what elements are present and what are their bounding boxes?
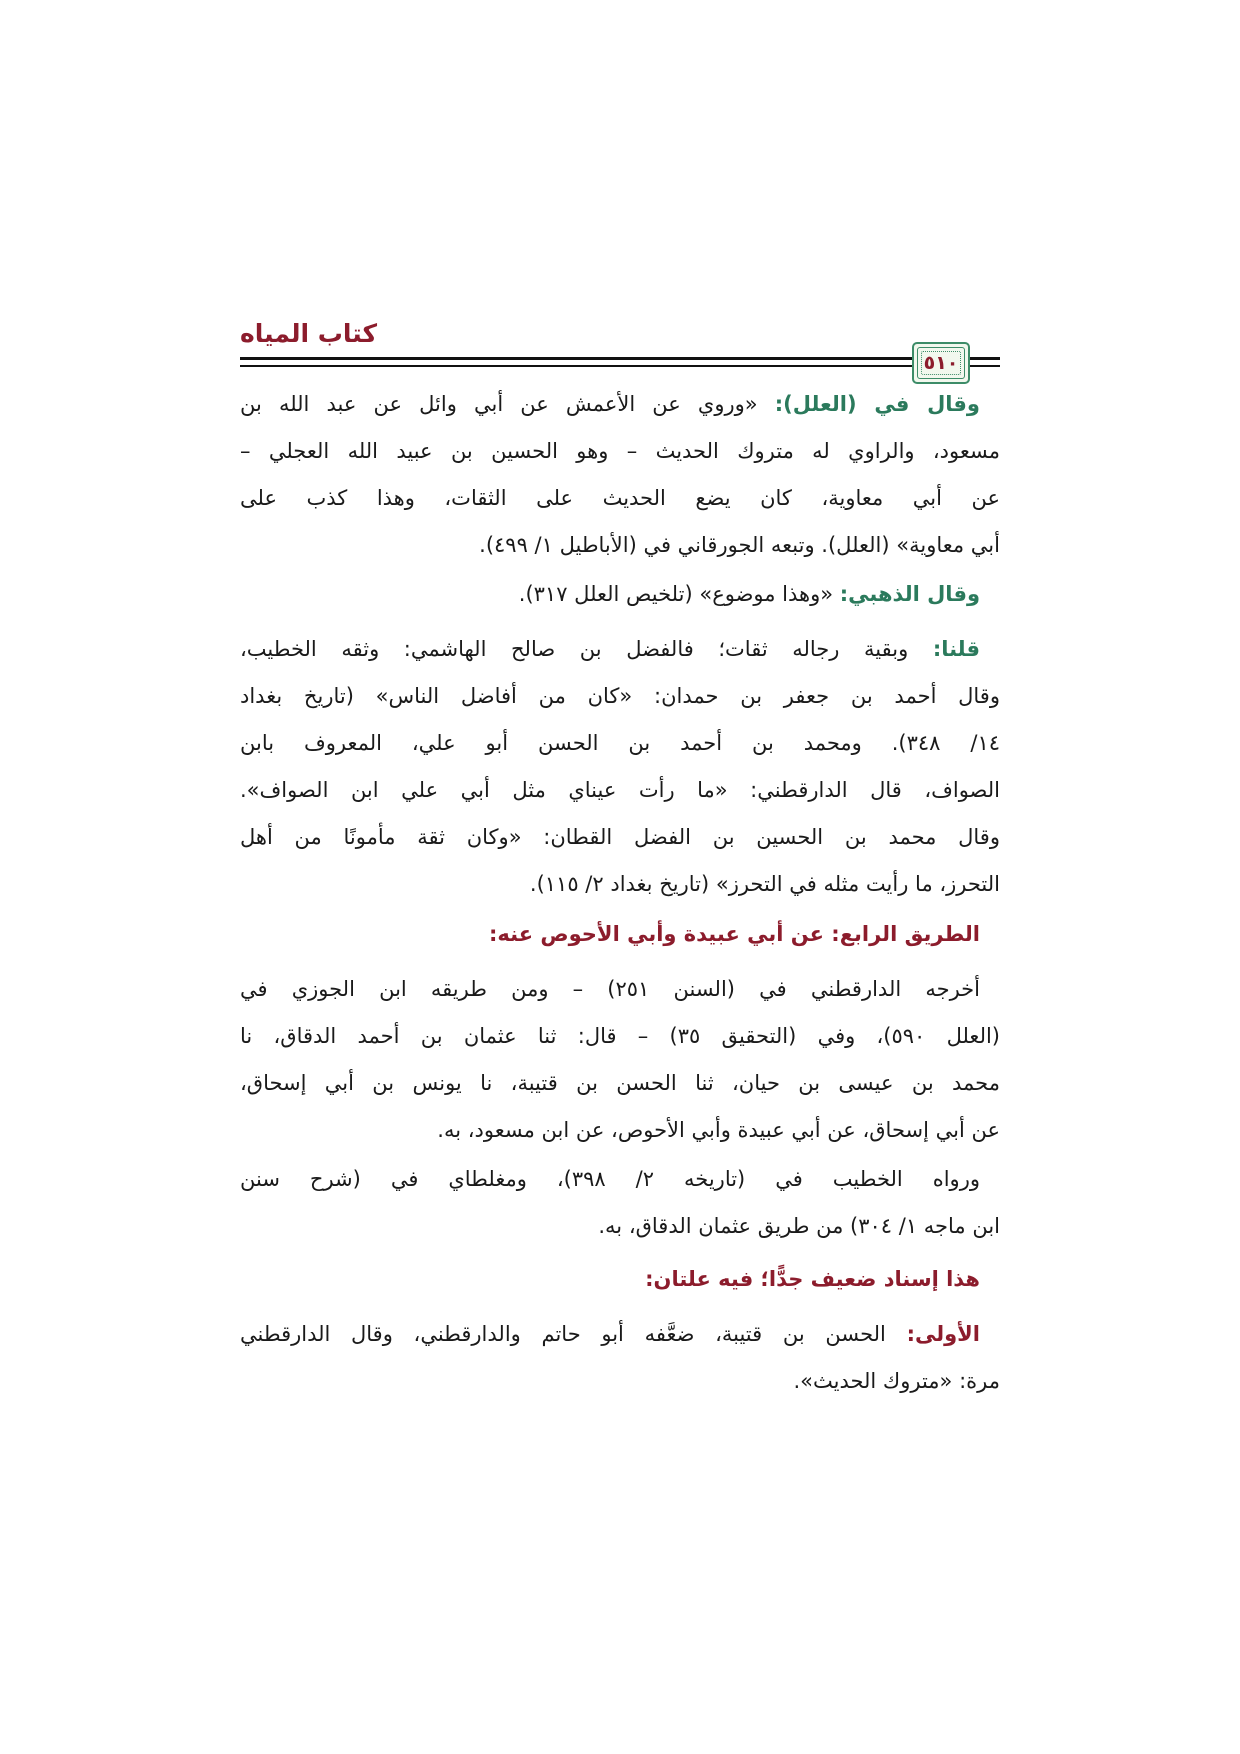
text-line bbox=[240, 428, 1000, 475]
line-text: محمد بن عيسى بن حيان، ثنا الحسن بن قتيبة، نا يونس بن أبي إسحاق، bbox=[240, 1071, 1000, 1095]
text-line bbox=[240, 571, 1000, 618]
text-line bbox=[240, 1311, 1000, 1358]
paragraph bbox=[240, 1311, 1000, 1405]
section-heading: هذا إسناد ضعيف جدًّا؛ فيه علتان: bbox=[645, 1267, 980, 1291]
paragraph-label: وقال الذهبي: bbox=[839, 582, 980, 606]
line-text: مرة: «متروك الحديث». bbox=[793, 1369, 1000, 1393]
line-text: وبقية رجاله ثقات؛ فالفضل بن صالح الهاشمي: وثقه الخطيب، bbox=[240, 637, 933, 661]
line-text: مسعود، والراوي له متروك الحديث – وهو الحسين بن عبيد الله العجلي – bbox=[240, 439, 1000, 463]
section-heading: الطريق الرابع: عن أبي عبيدة وأبي الأحوص عنه: bbox=[489, 922, 980, 946]
line-text: عن أبي معاوية، كان يضع الحديث على الثقات، وهذا كذب على bbox=[240, 486, 1000, 510]
paragraph-label: وقال في (العلل): bbox=[774, 392, 980, 416]
line-text: الحسن بن قتيبة، ضعَّفه أبو حاتم والدارقطني، وقال الدارقطني bbox=[240, 1322, 907, 1346]
line-text: وقال أحمد بن جعفر بن حمدان: «كان من أفاضل الناس» (تاريخ بغداد bbox=[240, 684, 1000, 708]
text-line bbox=[240, 1060, 1000, 1107]
text-line bbox=[240, 720, 1000, 767]
line-text: أبي معاوية» (العلل). وتبعه الجورقاني في (الأباطيل ١/ ٤٩٩). bbox=[479, 533, 1000, 557]
line-text: (العلل ٥٩٠)، وفي (التحقيق ٣٥) – قال: ثنا عثمان بن أحمد الدقاق، نا bbox=[240, 1024, 1000, 1048]
paragraph bbox=[240, 626, 1000, 908]
paragraph-label: قلنا: bbox=[932, 637, 980, 661]
text-line bbox=[240, 1107, 1000, 1154]
page-number: ٥١٠ bbox=[923, 352, 959, 374]
text-line bbox=[240, 475, 1000, 522]
line-text: «وهذا موضوع» (تلخيص العلل ٣١٧). bbox=[518, 582, 840, 606]
line-text: ورواه الخطيب في (تاريخه ٢/ ٣٩٨)، ومغلطاي في (شرح سنن bbox=[240, 1167, 980, 1191]
line-text: ابن ماجه ١/ ٣٠٤) من طريق عثمان الدقاق، به. bbox=[598, 1214, 1000, 1238]
paragraph bbox=[240, 966, 1000, 1154]
line-text: وقال محمد بن الحسين بن الفضل القطان: «وكان ثقة مأمونًا من أهل bbox=[240, 825, 1000, 849]
text-line bbox=[240, 1156, 1000, 1203]
text-line bbox=[240, 1358, 1000, 1405]
text-line bbox=[240, 673, 1000, 720]
text-line bbox=[240, 767, 1000, 814]
line-text: عن أبي إسحاق، عن أبي عبيدة وأبي الأحوص، عن ابن مسعود، به. bbox=[437, 1118, 1000, 1142]
section bbox=[240, 911, 1000, 958]
line-text: أخرجه الدارقطني في (السنن ٢٥١) – ومن طريقه ابن الجوزي في bbox=[240, 977, 980, 1001]
line-text: ١٤/ ٣٤٨). ومحمد بن أحمد بن الحسن أبو علي، المعروف بابن bbox=[240, 731, 1000, 755]
text-column bbox=[240, 0, 1000, 1754]
text-line bbox=[240, 861, 1000, 908]
line-text: «وروي عن الأعمش عن أبي وائل عن عبد الله بن bbox=[240, 392, 775, 416]
running-title: كتاب المياه bbox=[240, 319, 378, 348]
text-line bbox=[240, 381, 1000, 428]
paragraph bbox=[240, 381, 1000, 569]
line-text: التحرز، ما رأيت مثله في التحرز» (تاريخ بغداد ٢/ ١١٥). bbox=[529, 872, 1000, 896]
text-line bbox=[240, 966, 1000, 1013]
paragraph bbox=[240, 571, 1000, 618]
section bbox=[240, 1256, 1000, 1303]
text-line bbox=[240, 522, 1000, 569]
text-line bbox=[240, 1203, 1000, 1250]
text-line bbox=[240, 1013, 1000, 1060]
line-text: الصواف، قال الدارقطني: «ما رأت عيناي مثل أبي علي ابن الصواف». bbox=[240, 778, 1000, 802]
text-line bbox=[240, 814, 1000, 861]
text-line bbox=[240, 626, 1000, 673]
paragraph bbox=[240, 1156, 1000, 1250]
paragraph-label: الأولى: bbox=[906, 1322, 980, 1346]
